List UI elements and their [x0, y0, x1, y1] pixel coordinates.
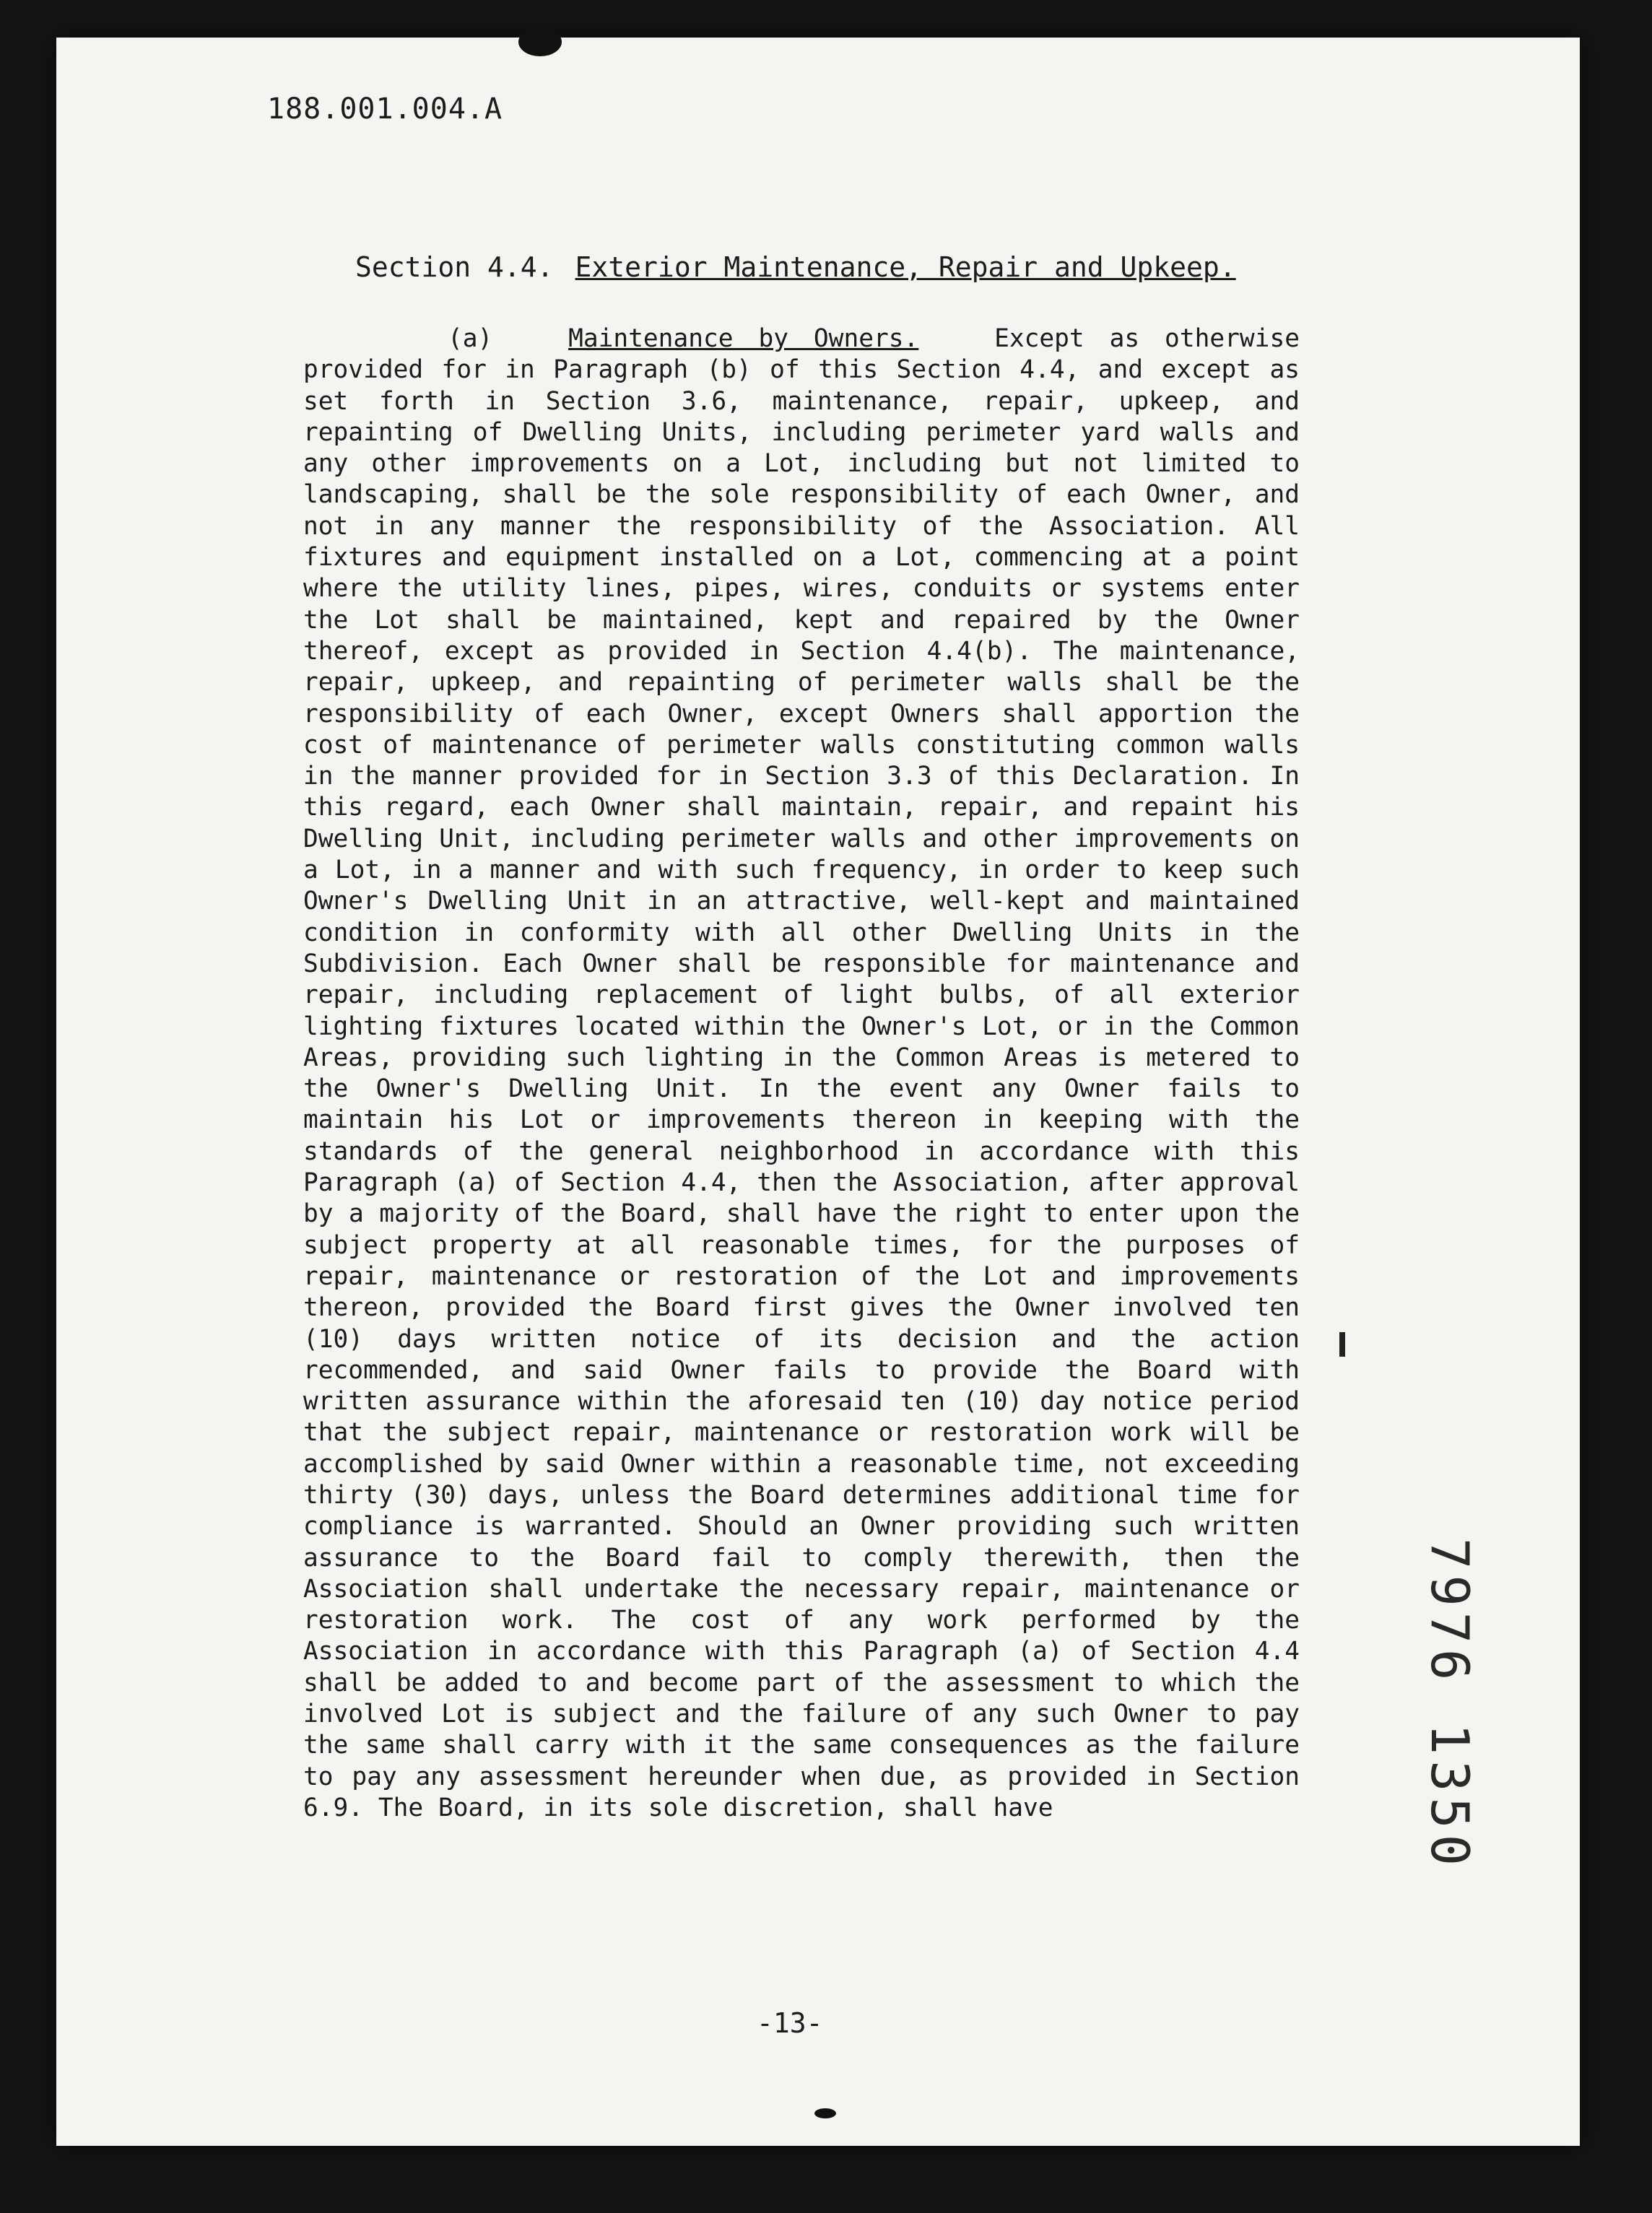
paragraph-label: (a) [448, 324, 493, 353]
page-number: -13- [757, 2007, 823, 2039]
document-id: 188.001.004.A [267, 92, 503, 126]
scan-smudge [518, 27, 562, 56]
paragraph-body: Except as otherwise provided for in Paragraph (b) of this Section 4.4, and except as set forth in Section 3.6, maintenance, repair, upkeep, and repainting of Dwelling Units, including perimeter yard walls and any other improvements on a Lot, including but not limited to landscaping, shall be the sole responsibility of each Owner, and not in any manner the responsibility of the Association. All fixtures and equipment installed on a Lot, commencing at a point where the utility lines, pipes, wires, conduits or systems enter the Lot shall be maintained, kept and repaired by the Owner thereof, except as provided in Section 4.4(b). The maintenance, repair, upkeep, and repainting of perimeter walls shall be the responsibility of each Owner, except Owners shall apportion the cost of maintenance of perimeter walls constituting common walls in the manner provided for in Section 3.3 of this Declaration. In this regard, each Owner shall maintain, repair, and repaint his Dwelling Unit, including perimeter walls and other improvements on a Lot, in a manner and with such frequency, in order to keep such Owner's Dwelling Unit in an attractive, well-kept and maintained condition in conformity with all other Dwelling Units in the Subdivision. Each Owner shall be responsible for maintenance and repair, including replacement of light bulbs, of all exterior lighting fixtures located within the Owner's Lot, or in the Common Areas, providing such lighting in the Common Areas is metered to the Owner's Dwelling Unit. In the event any Owner fails to maintain his Lot or improvements thereon in keeping with the standards of the general neighborhood in accordance with this Paragraph (a) of Section 4.4, then the Association, after approval by a majority of the Board, shall have the right to enter upon the subject property at all reasonable times, for the purposes of repair, maintenance or restoration of the Lot and improvements thereon, provided the Board first gives the Owner involved ten (10) days written notice of its decision and the action recommended, and said Owner fails to provide the Board with written assurance within the aforesaid ten (10) day notice period that the subject repair, maintenance or restoration work will be accomplished by said Owner within a reasonable time, not exceeding thirty (30) days, unless the Board determines additional time for compliance is warranted. Should an Owner providing such written assurance to the Board fail to comply therewith, then the Association shall undertake the necessary repair, maintenance or restoration work. The cost of any work performed by the Association in accordance with this Paragraph (a) of Section 4.4 shall be added to and become part of the assessment to which the involved Lot is subject and the failure of any such Owner to pay the same shall carry with it the same consequences as the failure to pay any assessment hereunder when due, as provided in Section 6.9. The Board, in its sole discretion, shall have [303, 324, 1300, 1822]
section-number: Section 4.4. [355, 251, 554, 283]
paragraph-a [303, 323, 1300, 1824]
scan-smudge [814, 2108, 836, 2118]
section-heading [355, 251, 1236, 283]
paragraph-subheading: Maintenance by Owners. [568, 324, 919, 353]
section-title: Exterior Maintenance, Repair and Upkeep. [575, 251, 1236, 283]
margin-mark [1339, 1332, 1345, 1357]
side-stamp: 7976 1350 [1420, 1538, 1480, 1872]
